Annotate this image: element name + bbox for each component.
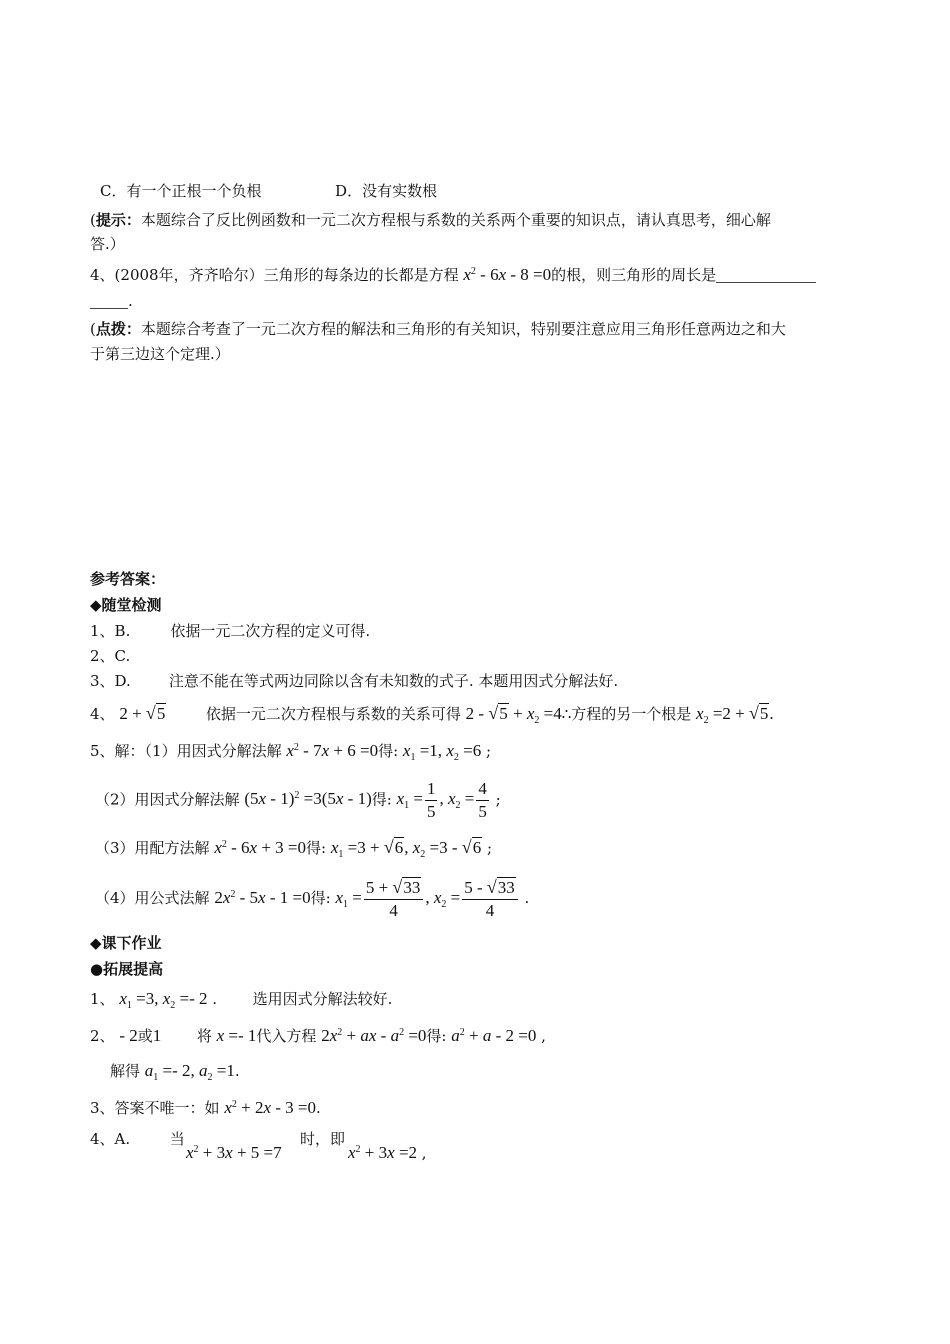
- section-in-class: ◆随堂检测: [90, 596, 162, 614]
- answer-2: 2、C.: [90, 647, 131, 665]
- answer-5-3: （3）用配方法解 $x^2 - 6x + 3 =0$得: $x_1 =3 + √6$, $x_2 =3 - √6$ ;: [95, 837, 493, 860]
- extension-answer-2: 2、 - 2或1 将 x =- 1代入方程 $2x^2$ + ax - $a^2 =0$得: $a^2 + a - 2 =0$ ,: [90, 1026, 546, 1045]
- extension-answer-4: 4、A. 当: [90, 1130, 185, 1148]
- hint-q4: (点拨：本题综合考查了一元二次方程的解法和三角形的有关知识，特别要注意应用三角形任意两边之和大: [90, 320, 786, 338]
- answer-1: 1、B. 依据一元二次方程的定义可得.: [90, 622, 371, 640]
- answer-blank-cont: [90, 292, 128, 309]
- option-d: D．没有实数根: [335, 182, 438, 200]
- hint-label: 提示：: [95, 211, 141, 229]
- answer-4: 4、 2 + √5 依据一元二次方程根与系数的关系可得 $2 - √5 + x_2$ =4∴方程的另一个根是 $x_2 =2 + √5$.: [90, 703, 774, 726]
- section-homework: ◆课下作业: [90, 934, 162, 952]
- answer-5-4: （4）用公式法解 $2x^2 - 5x - 1 =0$得: $x_1$ = $\frac{5 + √33}{4}$ , $x_2$ = $\frac{5 - √33}{4}$ .: [95, 877, 530, 920]
- answer-5-2: （2）用因式分解法解 (5x - 1)$^2$ =3(5x - 1)得: $x_1$ = $\frac{1}{5}$ , $x_2$ = $\frac{4}{5}$ ;: [95, 779, 501, 821]
- answer-5-1: 5、解：（1）用因式分解法解 $x^2 - 7x + 6 =0$得: $x_1 =1$, $x_2 =6$ ;: [90, 741, 492, 763]
- extension-answer-3: 3、答案不唯一：如 $x^2 + 2x - 3 =0$.: [90, 1098, 321, 1117]
- question-4-cont: .: [90, 290, 133, 312]
- hint-q3: (提示：本题综合了反比例函数和一元二次方程根与系数的关系两个重要的知识点，请认真思考，细心解: [90, 211, 771, 229]
- equation: $x^2 - 6x - 8 =0$: [463, 265, 552, 284]
- answers-title: 参考答案：: [90, 570, 166, 588]
- hint-q4-cont: 于第三边这个定理.）: [90, 345, 230, 363]
- option-line-cd: [100, 180, 437, 202]
- hint-q3-cont: 答.）: [90, 235, 125, 253]
- extension-answer-4-eq2: $x^2 + 3x =2$ ,: [348, 1143, 427, 1162]
- extension-answer-1: 1、 $x_1 =3$, $x_2 =- 2$ . 选用因式分解法较好.: [90, 989, 393, 1011]
- question-4: 4、(2008年，齐齐哈尔）三角形的每条边的长都是方程 $x^2 - 6x - 8 =0$的根，则三角形的周长是: [90, 264, 816, 286]
- answer-3: 3、D. 注意不能在等式两边同除以含有未知数的式子. 本题用因式分解法好.: [90, 672, 619, 690]
- extension-answer-2-cont: 解得 $a_1 =- 2$, $a_2 =1$.: [110, 1061, 240, 1083]
- option-c: C．有一个正根一个负根: [100, 182, 262, 200]
- answer-blank: [716, 266, 816, 283]
- hint-label: 点拨：: [95, 320, 141, 338]
- answer-4-value: 2 + √5: [119, 703, 166, 723]
- section-extension: ●拓展提高: [90, 960, 164, 978]
- extension-answer-4-eq: $x^2 + 3x + 5 =7$: [186, 1143, 282, 1162]
- extension-answer-4-shi: 时，即: [300, 1130, 346, 1148]
